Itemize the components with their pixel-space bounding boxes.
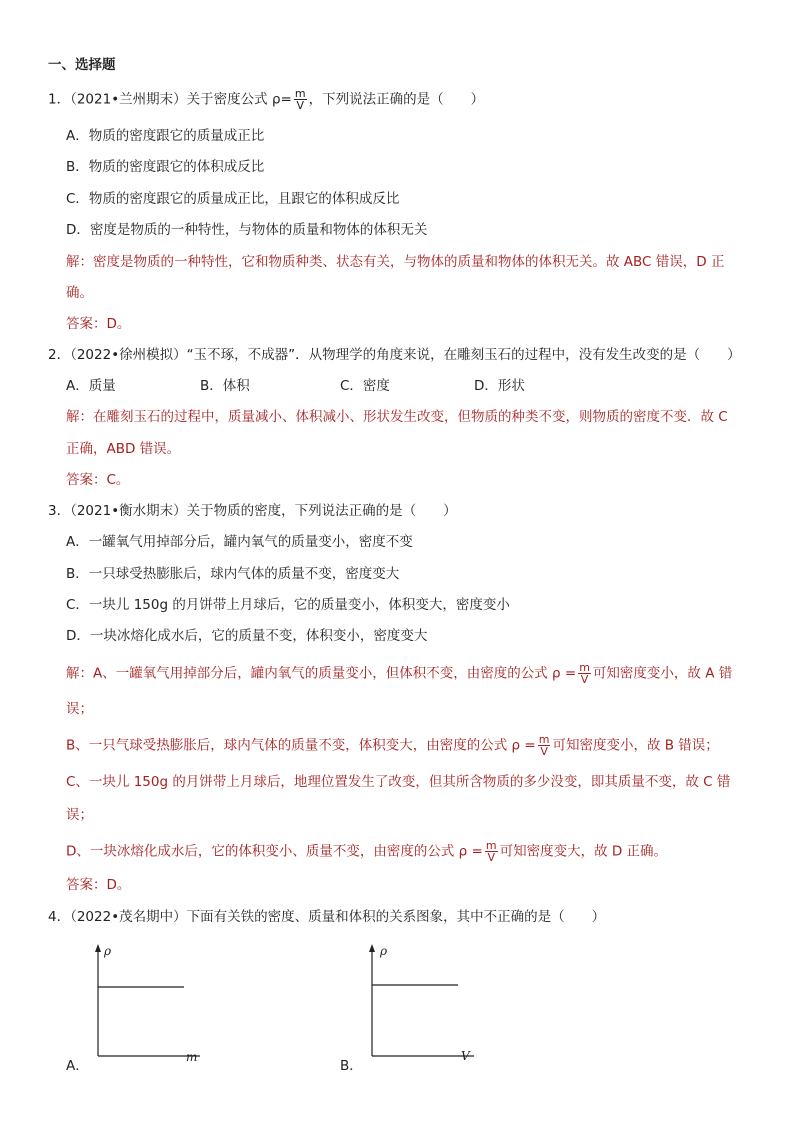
fraction-numerator: m xyxy=(485,839,497,852)
answer-text: 答案：D。 xyxy=(66,316,131,332)
fraction-numerator: m xyxy=(294,87,306,100)
question-text: 关于物质的密度，下列说法正确的是（ ） xyxy=(186,503,457,519)
option-b: B．物质的密度跟它的体积成反比 xyxy=(66,159,265,175)
option-d: D．密度是物质的一种特性，与物体的质量和物体的体积无关 xyxy=(66,222,428,238)
density-formula-fraction xyxy=(538,734,551,757)
density-formula-fraction xyxy=(485,840,498,863)
x-axis-label: m xyxy=(186,1050,198,1064)
y-axis-arrow xyxy=(369,944,375,952)
question-text: “玉不琢，不成器”．从物理学的角度来说，在雕刻玉石的过程中，没有发生改变的是（ ） xyxy=(186,347,741,363)
option-c: C．密度 xyxy=(340,378,390,394)
question-text: ，下列说法正确的是（ ） xyxy=(308,91,485,108)
solution-text: 解：A、一罐氧气用掉部分后，罐内氧气的质量变小，但体积不变，由密度的公式 ρ = xyxy=(66,665,577,682)
question-source: （2022•徐州模拟） xyxy=(70,347,187,363)
graph-a-label: A． xyxy=(66,1058,89,1074)
option-a: A．物质的密度跟它的质量成正比 xyxy=(66,128,265,144)
solution-text: 解：在雕刻玉石的过程中，质量减小、体积减小、形状发生改变，但物质的种类不变，则物质的密度不变．故 C xyxy=(66,409,728,425)
graph-b-density-vs-volume xyxy=(362,940,492,1075)
option-b: B．体积 xyxy=(200,378,250,394)
question-text: 关于密度公式 ρ= xyxy=(186,91,292,108)
fraction-denominator: V xyxy=(540,745,548,758)
option-b: B．一只球受热膨胀后，球内气体的质量不变，密度变大 xyxy=(66,566,400,582)
question-2-stem xyxy=(48,346,741,364)
question-source: （2021•衡水期末） xyxy=(70,503,187,519)
density-formula-fraction xyxy=(294,88,307,111)
answer-text: 答案：C。 xyxy=(66,472,130,488)
fraction-denominator: V xyxy=(580,673,589,686)
solution-line-d xyxy=(66,840,667,863)
option-c: C．物质的密度跟它的质量成正比，且跟它的体积成反比 xyxy=(66,191,400,207)
solution-text: 确。 xyxy=(66,285,93,301)
question-source: （2021•兰州期末） xyxy=(70,91,187,108)
solution-line-a xyxy=(66,662,732,685)
question-3-stem xyxy=(48,502,457,520)
solution-text: 可知密度变大，故 D 正确。 xyxy=(499,843,668,860)
fraction-denominator: V xyxy=(487,851,495,864)
option-d: D．形状 xyxy=(474,378,525,394)
question-4-stem xyxy=(48,908,605,926)
option-a: A．质量 xyxy=(66,378,116,394)
solution-text: 可知密度变小，故 B 错误； xyxy=(552,737,719,754)
graph-b-label: B． xyxy=(340,1058,363,1074)
y-axis-arrow xyxy=(95,944,101,952)
solution-text: 正确，ABD 错误。 xyxy=(66,441,181,457)
question-source: （2022•茂名期中） xyxy=(70,909,187,925)
solution-text: C、一块儿 150g 的月饼带上月球后，地理位置发生了改变，但其所含物质的多少没变，即其质量不变，故 C 错 xyxy=(66,774,731,790)
option-d: D．一块冰熔化成水后，它的质量不变，体积变小，密度变大 xyxy=(66,628,428,644)
y-axis-label: ρ xyxy=(380,944,388,958)
section-title: 一、选择题 xyxy=(48,57,116,73)
question-number: 2． xyxy=(48,347,71,363)
question-number: 4． xyxy=(48,909,71,925)
solution-text: 误； xyxy=(66,807,93,823)
y-axis-label: ρ xyxy=(104,944,112,958)
fraction-denominator: V xyxy=(296,99,304,112)
solution-text: 解：密度是物质的一种特性，它和物质种类、状态有关，与物体的质量和物体的体积无关。故 ABC 错误，D 正 xyxy=(66,254,725,270)
solution-text: B、一只气球受热膨胀后，球内气体的质量不变，体积变大，由密度的公式 ρ = xyxy=(66,737,536,754)
question-1-stem xyxy=(48,88,484,111)
fraction-numerator: m xyxy=(538,733,550,746)
option-c: C．一块儿 150g 的月饼带上月球后，它的质量变小，体积变大，密度变小 xyxy=(66,597,510,613)
question-number: 3． xyxy=(48,503,71,519)
question-number: 1． xyxy=(48,91,71,108)
fraction-numerator: m xyxy=(579,661,590,674)
question-text: 下面有关铁的密度、质量和体积的关系图象，其中不正确的是（ ） xyxy=(186,909,606,925)
x-axis-label: V xyxy=(461,1049,470,1063)
graph-a-density-vs-mass xyxy=(88,940,218,1075)
solution-text: D、一块冰熔化成水后，它的体积变小、质量不变，由密度的公式 ρ = xyxy=(66,843,483,860)
solution-text: 误； xyxy=(66,701,93,717)
solution-text: 可知密度变小，故 A 错 xyxy=(592,665,733,682)
solution-line-b xyxy=(66,734,719,757)
answer-text: 答案：D。 xyxy=(66,877,131,893)
density-formula-fraction xyxy=(578,662,591,685)
option-a: A．一罐氧气用掉部分后，罐内氧气的质量变小，密度不变 xyxy=(66,534,413,550)
